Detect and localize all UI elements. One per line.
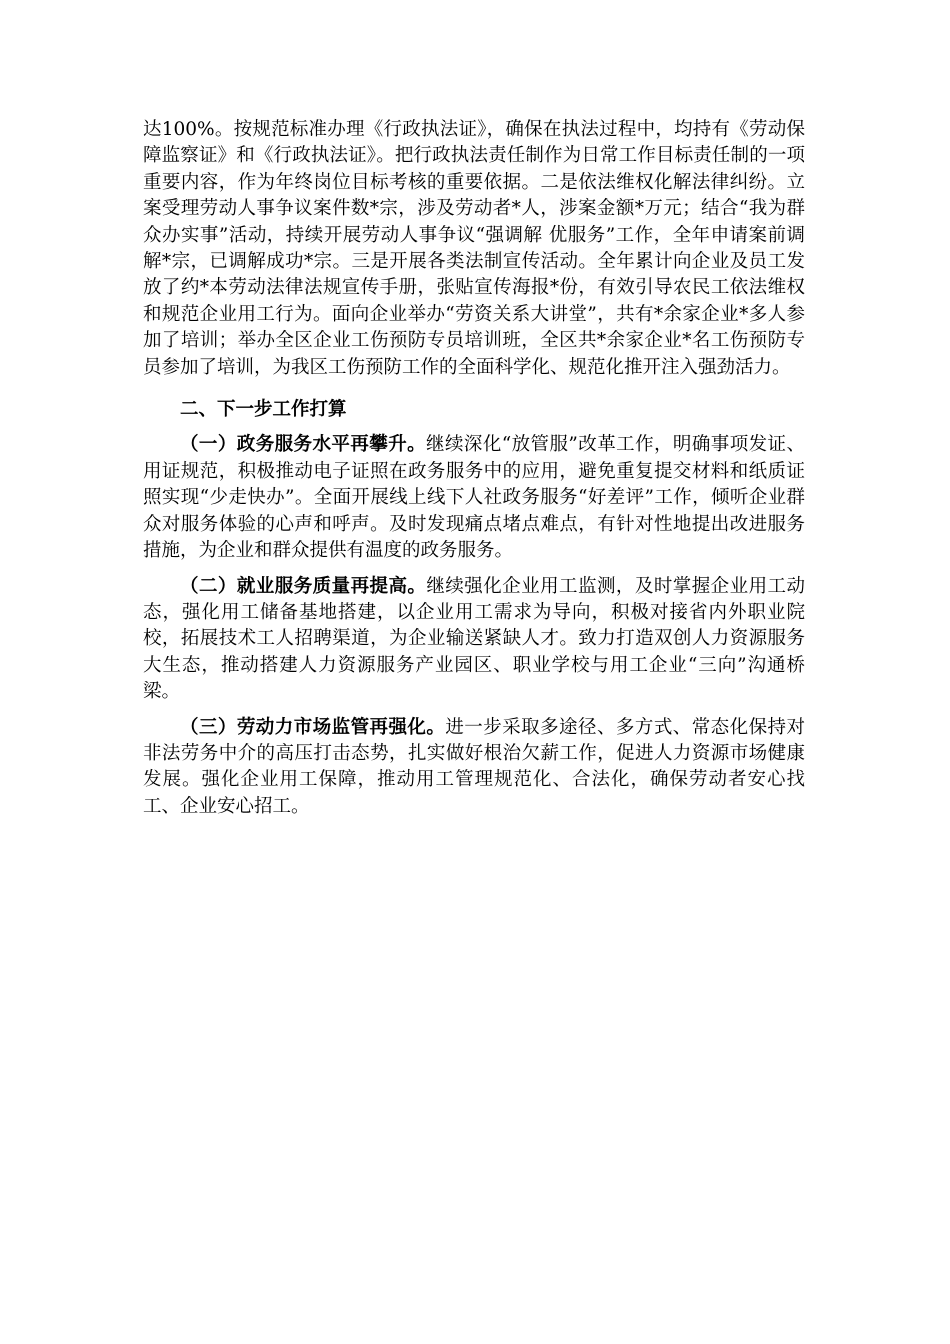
item-text-1: 继续深化“放管服”改革工作，明确事项发证、用证规范，积极推动电子证照在政务服务中的应用，避免重复提交材料和纸质证照实现“少走快办”。全面开展线上线下人社政务服务“好差评”工作，倾听企业群众对服务体验的心声和呼声。及时发现痛点堵点难点，有针对性地提出改进服务措施，为企业和群众提供有温度的政务服务。: [143, 434, 805, 562]
document-page: [143, 117, 805, 820]
item-paragraph-3: [143, 715, 805, 821]
item-lead-2: （二）就业服务质量再提高。: [180, 575, 427, 597]
item-text-3: 进一步采取多途径、多方式、常态化保持对非法劳务中介的高压打击态势，扎实做好根治欠薪工作，促进人力资源市场健康发展。强化企业用工保障，推动用工管理规范化、合法化，确保劳动者安心找工、企业安心招工。: [143, 716, 805, 817]
item-lead-3: （三）劳动力市场监管再强化。: [180, 716, 446, 738]
item-text-2: 继续强化企业用工监测，及时掌握企业用工动态，强化用工储备基地搭建，以企业用工需求为导向，积极对接省内外职业院校，拓展技术工人招聘渠道，为企业输送紧缺人才。致力打造双创人力资源服务大生态，推动搭建人力资源服务产业园区、职业学校与用工企业“三向”沟通桥梁。: [143, 575, 805, 703]
intro-paragraph: 达100%。按规范标准办理《行政执法证》，确保在执法过程中，均持有《劳动保障监察证》和《行政执法证》。把行政执法责任制作为日常工作目标责任制的一项重要内容，作为年终岗位目标考核的重要依据。二是依法维权化解法律纠纷。立案受理劳动人事争议案件数*宗，涉及劳动者*人，涉案金额*万元；结合“我为群众办实事”活动，持续开展劳动人事争议“强调解 优服务”工作，全年申请案前调解*宗，已调解成功*宗。三是开展各类法制宣传活动。全年累计向企业及员工发放了约*本劳动法律法规宣传手册，张贴宣传海报*份，有效引导农民工依法维权和规范企业用工行为。面向企业举办“劳资关系大讲堂”，共有*余家企业*多人参加了培训；举办全区企业工伤预防专员培训班，全区共*余家企业*名工伤预防专员参加了培训，为我区工伤预防工作的全面科学化、规范化推开注入强劲活力。: [143, 119, 805, 378]
section-heading: 二、下一步工作打算: [180, 399, 347, 421]
item-paragraph-2: [143, 574, 805, 706]
item-lead-1: （一）政务服务水平再攀升。: [180, 434, 427, 456]
item-paragraph-1: [143, 432, 805, 564]
